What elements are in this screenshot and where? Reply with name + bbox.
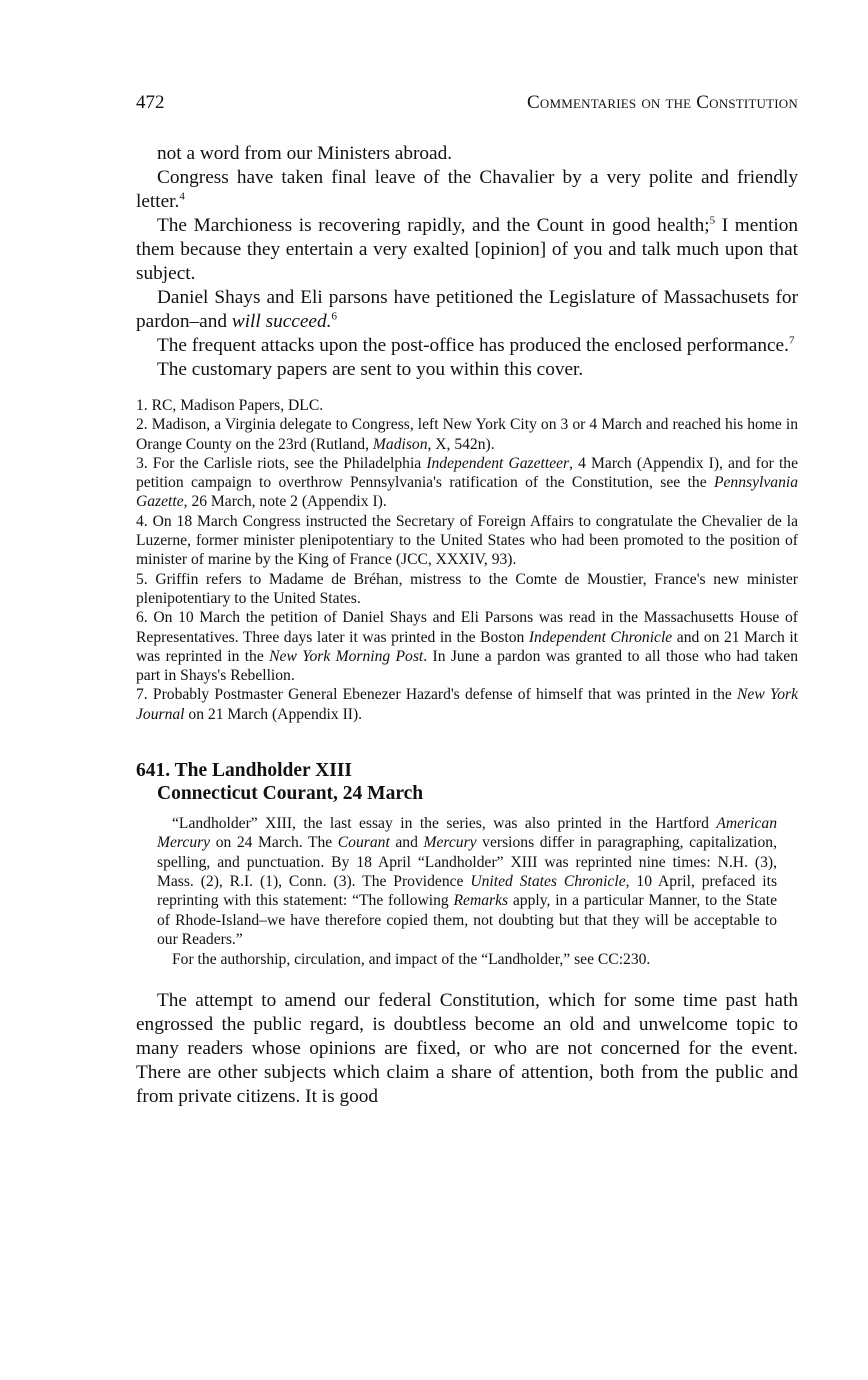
letter-paragraph-1: not a word from our Ministers abroad. [157,143,453,164]
headnote-paragraph-2: For the authorship, circulation, and impact of the “Landholder,” see CC:230. [172,951,651,969]
letter-paragraph-6: The customary papers are sent to you within this cover. [157,359,584,380]
endnote-1: 1. RC, Madison Papers, DLC. [136,397,324,414]
endnote-4: 4. On 18 March Congress instructed the Secretary of Foreign Affairs to congratulate the Chevalier de la Luzerne, former minister plenipotentiary to the United States who had been promoted to the position of minister of marine by the King of France (JCC, XXXIV, 93). [136,512,798,569]
document-source: Connecticut Courant, 24 March [157,783,424,805]
endnote-6: 6. On 10 March the petition of Daniel Shays and Eli Parsons was read in the Massachusetts House of Representatives. Three days later it was printed in the Boston Independent Chronicle and on 21 March it was reprinted in the New York Morning Post. In June a pardon was granted to all those who had taken part in Shays's Rebellion. [136,609,798,685]
endnote-5: 5. Griffin refers to Madame de Bréhan, mistress to the Comte de Moustier, France's new minister plenipotentiary to the United States. [136,570,798,607]
headnote-paragraph-1: “Landholder” XIII, the last essay in the series, was also printed in the Hartford American Mercury on 24 March. The Courant and Mercury versions differ in paragraphing, capitalization, spelling, and punctuation. By 18 April “Landholder” XIII was reprinted nine times: N.H. (3), Mass. (2), R.I. (1), Conn. (3). The Providence United States Chronicle, 10 April, prefaced its reprinting with this statement: “The following Remarks apply, in a particular Manner, to the State of Rhode-Island–we have therefore copied them, not doubting but that they will be acceptable to our Readers.” [157,815,778,948]
endnote-3: 3. For the Carlisle riots, see the Philadelphia Independent Gazetteer, 4 March (Appendix I), and for the petition campaign to overthrow Pennsylvania's ratification of the Constitution, see the Pennsylvania Gazette, 26 March, note 2 (Appendix I). [136,454,798,511]
endnotes [136,396,798,724]
headnote [157,814,777,969]
footnote-ref-6: 6 [331,310,337,323]
letter-paragraph-2: Congress have taken final leave of the Chavalier by a very polite and friendly letter.$^4$ [136,167,798,212]
letter-paragraph-4: Daniel Shays and Eli parsons have petitioned the Legislature of Massachusets for pardon–and will succeed.$^6$ [136,287,798,332]
essay-paragraph: The attempt to amend our federal Constitution, which for some time past hath engrossed the public regard, is doubtless become an old and unwelcome topic to many readers whose opinions are fixed, or who are not concerned for the event. There are other subjects which claim a share of attention, both from the public and from private citizens. It is good [136,990,798,1108]
letter-text [136,142,798,382]
footnote-ref-4: 4 [179,190,185,203]
endnote-7: 7. Probably Postmaster General Ebenezer Hazard's defense of himself that was printed in the New York Journal on 21 March (Appendix II). [136,686,798,723]
letter-paragraph-5: The frequent attacks upon the post-office has produced the enclosed performance.$^7$ [157,334,795,356]
page-number: 472 [136,92,165,113]
footnote-ref-7: 7 [788,334,795,347]
running-title: Commentaries on the Constitution [527,92,798,113]
letter-paragraph-3: The Marchioness is recovering rapidly, and the Count in good health;$^5$ I mention them because they entertain a very exalted [opinion] of you and talk much upon that subject. [136,214,798,284]
running-head [136,92,798,118]
essay-text [136,989,798,1109]
book-page [136,92,798,1109]
document-title: 641. The Landholder XIII [136,760,353,782]
endnote-2: 2. Madison, a Virginia delegate to Congress, left New York City on 3 or 4 March and reached his home in Orange County on the 23rd (Rutland, Madison, X, 542n). [136,416,798,453]
footnote-ref-5: 5 [709,214,716,227]
